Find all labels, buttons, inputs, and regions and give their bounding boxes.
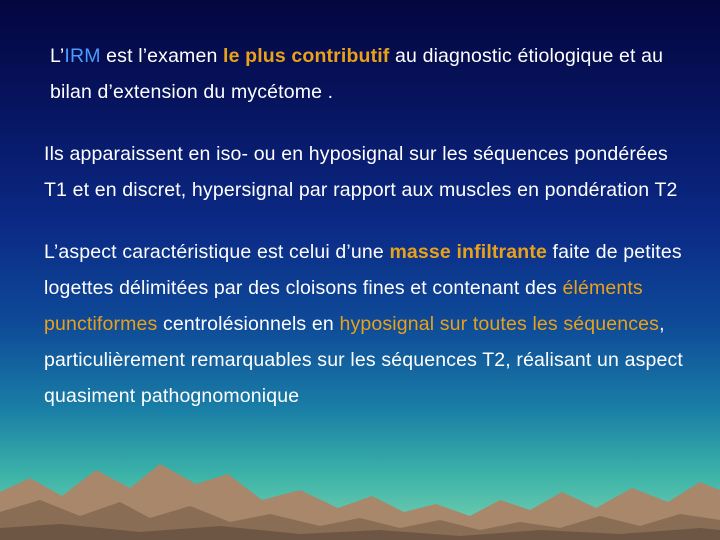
text-run: L’ [50, 45, 65, 67]
text-run: Ils apparaissent en iso- ou en hyposignal sur les séquences pondérées T1 et en discret, hypersignal par rapport aux muscles en pondération T2 [44, 143, 678, 201]
body-text [44, 38, 684, 414]
text-run: , particulièrement remarquables sur les séquences T2, réalisant un aspect quasiment pathognomonique [44, 313, 683, 407]
paragraph-irm [44, 38, 684, 110]
highlighted-phrase: éléments punctiformes [44, 277, 643, 335]
highlighted-phrase: IRM [64, 45, 101, 67]
highlighted-phrase: masse infiltrante [389, 241, 547, 263]
text-run: au diagnostic étiologique et au bilan d’extension du mycétome . [50, 45, 664, 103]
mountain-range-decoration [0, 430, 720, 540]
highlighted-phrase: le plus contributif [223, 45, 390, 67]
highlighted-phrase: hyposignal sur toutes les séquences [339, 313, 660, 335]
text-run: faite de petites logettes délimitées par des cloisons fines et contenant des [44, 241, 682, 299]
text-run: est l’examen [100, 45, 224, 67]
text-run: L’aspect caractéristique est celui d’une [44, 241, 390, 263]
paragraph-signal [44, 136, 684, 208]
paragraph-aspect [44, 234, 684, 414]
text-run: centrolésionnels en [157, 313, 340, 335]
